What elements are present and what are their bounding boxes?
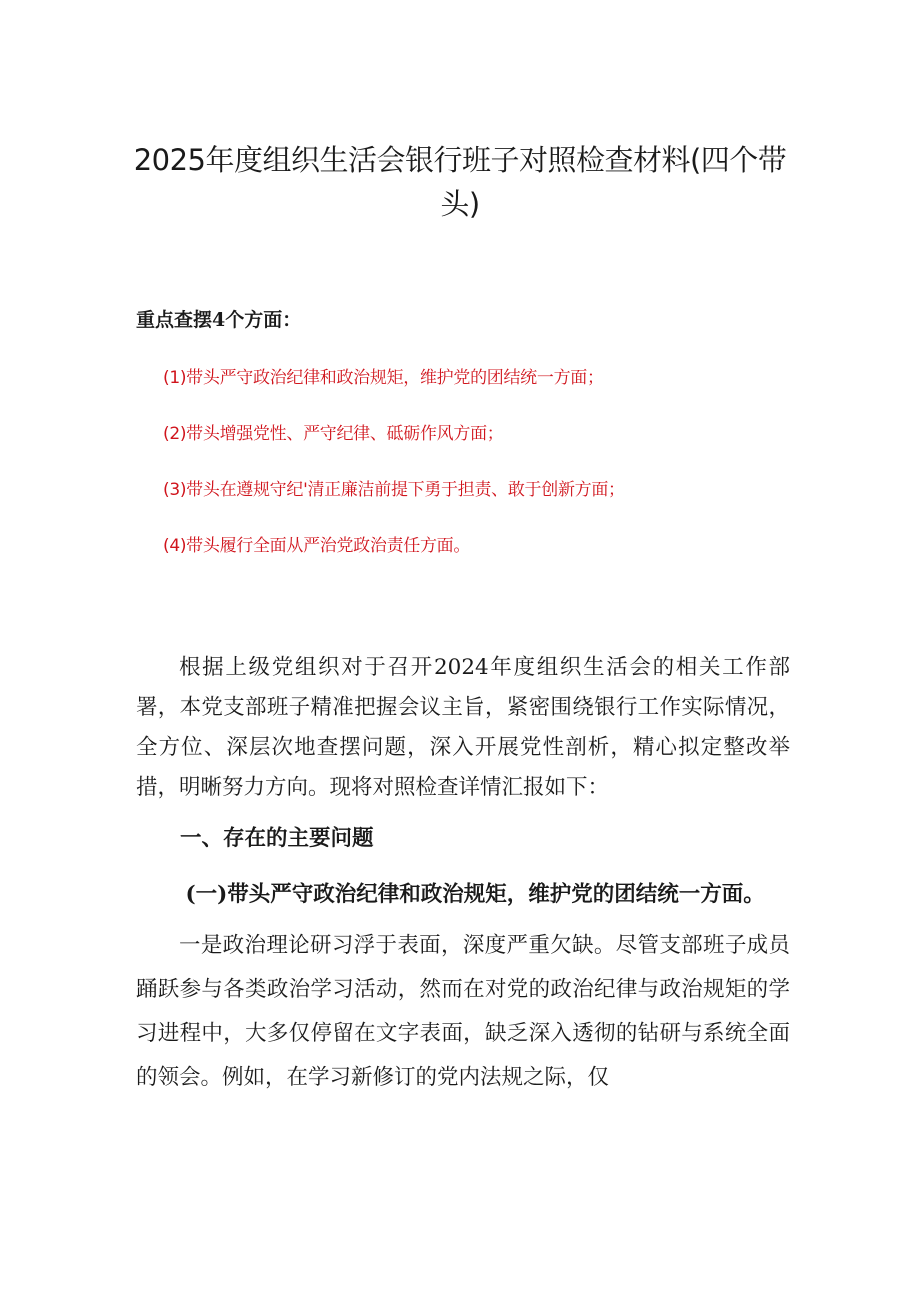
focus-item-2: (2)带头增强党性、严守纪律、砥砺作风方面；: [163, 424, 504, 444]
focus-list: [163, 364, 863, 588]
focus-item-3: (3)带头在遵规守纪'清正廉洁前提下勇于担责、敢于创新方面；: [163, 480, 625, 500]
document-body: [136, 648, 790, 1100]
focus-item-4: (4)带头履行全面从严治党政治责任方面。: [163, 536, 471, 556]
intro-paragraph: 根据上级党组织对于召开2024年度组织生活会的相关工作部署，本党支部班子精准把握会议主旨，紧密围绕银行工作实际情况，全方位、深层次地查摆问题，深入开展党性剖析，精心拟定整改举措，明晰努力方向。现将对照检查详情汇报如下：: [136, 655, 790, 800]
subsection-heading: (一)带头严守政治纪律和政治规矩，维护党的团结统一方面。: [185, 882, 765, 907]
focus-item-1: (1)带头严守政治纪律和政治规矩，维护党的团结统一方面；: [163, 368, 604, 388]
body-paragraph: 一是政治理论研习浮于表面，深度严重欠缺。尽管支部班子成员踊跃参与各类政治学习活动，然而在对党的政治纪律与政治规矩的学习进程中，大多仅停留在文字表面，缺乏深入透彻的钻研与系统全面的领会。例如，在学习新修订的党内法规之际，仅: [136, 933, 790, 1090]
document-title: 2025年度组织生活会银行班子对照检查材料(四个带头): [133, 143, 787, 221]
section-heading: 一、存在的主要问题: [180, 826, 374, 851]
focus-heading: 重点查摆4个方面：: [136, 309, 302, 331]
